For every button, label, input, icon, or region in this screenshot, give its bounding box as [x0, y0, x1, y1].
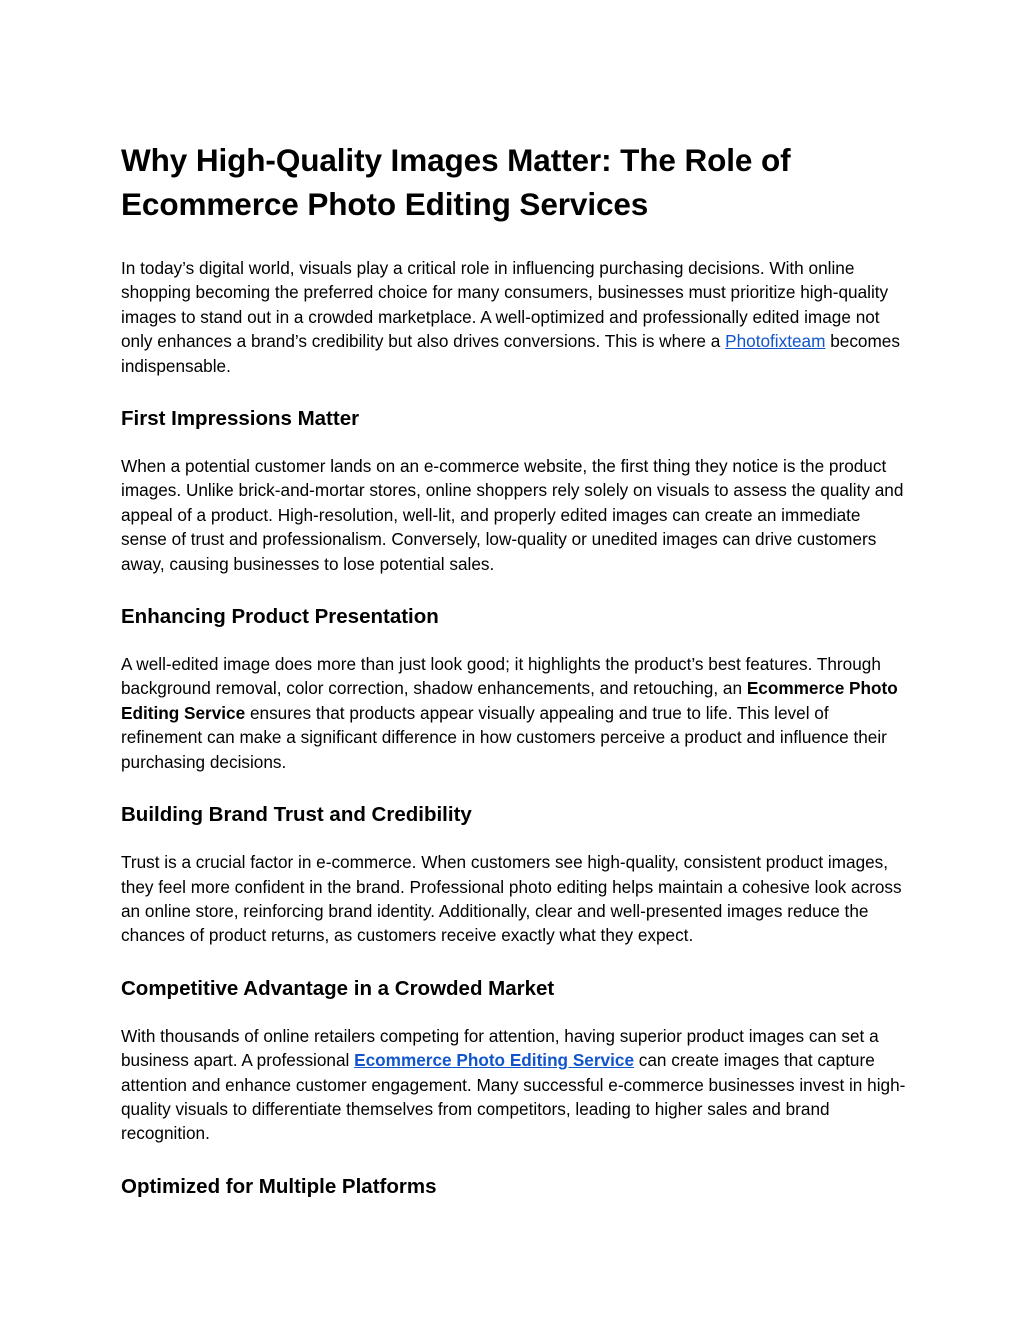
heading-first-impressions: First Impressions Matter — [121, 407, 360, 431]
enhancing-text-after: ensures that products appear visually appealing and true to life. This level of refinement can make a significant difference in how customers perceive a product and influence their purchasing decisions. — [121, 702, 887, 772]
paragraph-brand-trust: Trust is a crucial factor in e-commerce. When customers see high-quality, consistent product images, they feel more confident in the brand. Professional photo editing helps maintain a cohesive look across an online store, reinforcing brand identity. Additionally, clear and well-presented images reduce the chances of product returns, as customers receive exactly what they expect. — [121, 852, 902, 946]
enhancing-text-before: A well-edited image does more than just look good; it highlights the product’s best features. Through background removal, color correction, shadow enhancements, and retouching, an — [121, 654, 881, 699]
ecommerce-service-link[interactable] — [354, 1050, 634, 1070]
heading-competitive-advantage: Competitive Advantage in a Crowded Market — [121, 976, 555, 1000]
paragraph-enhancing-presentation — [121, 652, 911, 774]
document-title: Why High-Quality Images Matter: The Role of Ecommerce Photo Editing Services — [121, 142, 791, 222]
intro-text-after: becomes indispensable. — [121, 331, 900, 376]
heading-enhancing-presentation: Enhancing Product Presentation — [121, 605, 439, 629]
competitive-text-before: With thousands of online retailers competing for attention, having superior product images can set a business apart. A professional — [121, 1025, 879, 1071]
intro-text-before: In today’s digital world, visuals play a critical role in influencing purchasing decisions. With online shopping becoming the preferred choice for many consumers, businesses must prioritize high-quality images to stand out in a crowded marketplace. A well-optimized and professionally edited image not only enhances a brand’s credibility but also drives conversions. This is where a — [121, 258, 889, 352]
competitive-text-after: can create images that capture attention and enhance customer engagement. Many successful e-commerce businesses invest in high-quality visuals to differentiate themselves from competitors, leading to higher sales and brand recognition. — [121, 1050, 906, 1144]
document-page — [121, 138, 911, 1201]
paragraph-first-impressions: When a potential customer lands on an e-commerce website, the first thing they notice is the product images. Unlike brick-and-mortar stores, online shoppers rely solely on visuals to assess the quality and appeal of a product. High-resolution, well-lit, and properly edited images can create an immediate sense of trust and professionalism. Conversely, low-quality or unedited images can drive customers away, causing businesses to lose potential sales. — [121, 456, 904, 574]
heading-brand-trust: Building Brand Trust and Credibility — [121, 803, 472, 827]
paragraph-competitive-advantage — [121, 1024, 911, 1146]
ecommerce-service-bold: Ecommerce Photo Editing Service — [121, 678, 898, 723]
intro-paragraph — [121, 256, 911, 378]
ecommerce-service-link-text: Ecommerce Photo Editing Service — [354, 1050, 634, 1071]
heading-multiple-platforms: Optimized for Multiple Platforms — [121, 1174, 437, 1198]
photofixteam-link[interactable]: Photofixteam — [725, 331, 826, 352]
